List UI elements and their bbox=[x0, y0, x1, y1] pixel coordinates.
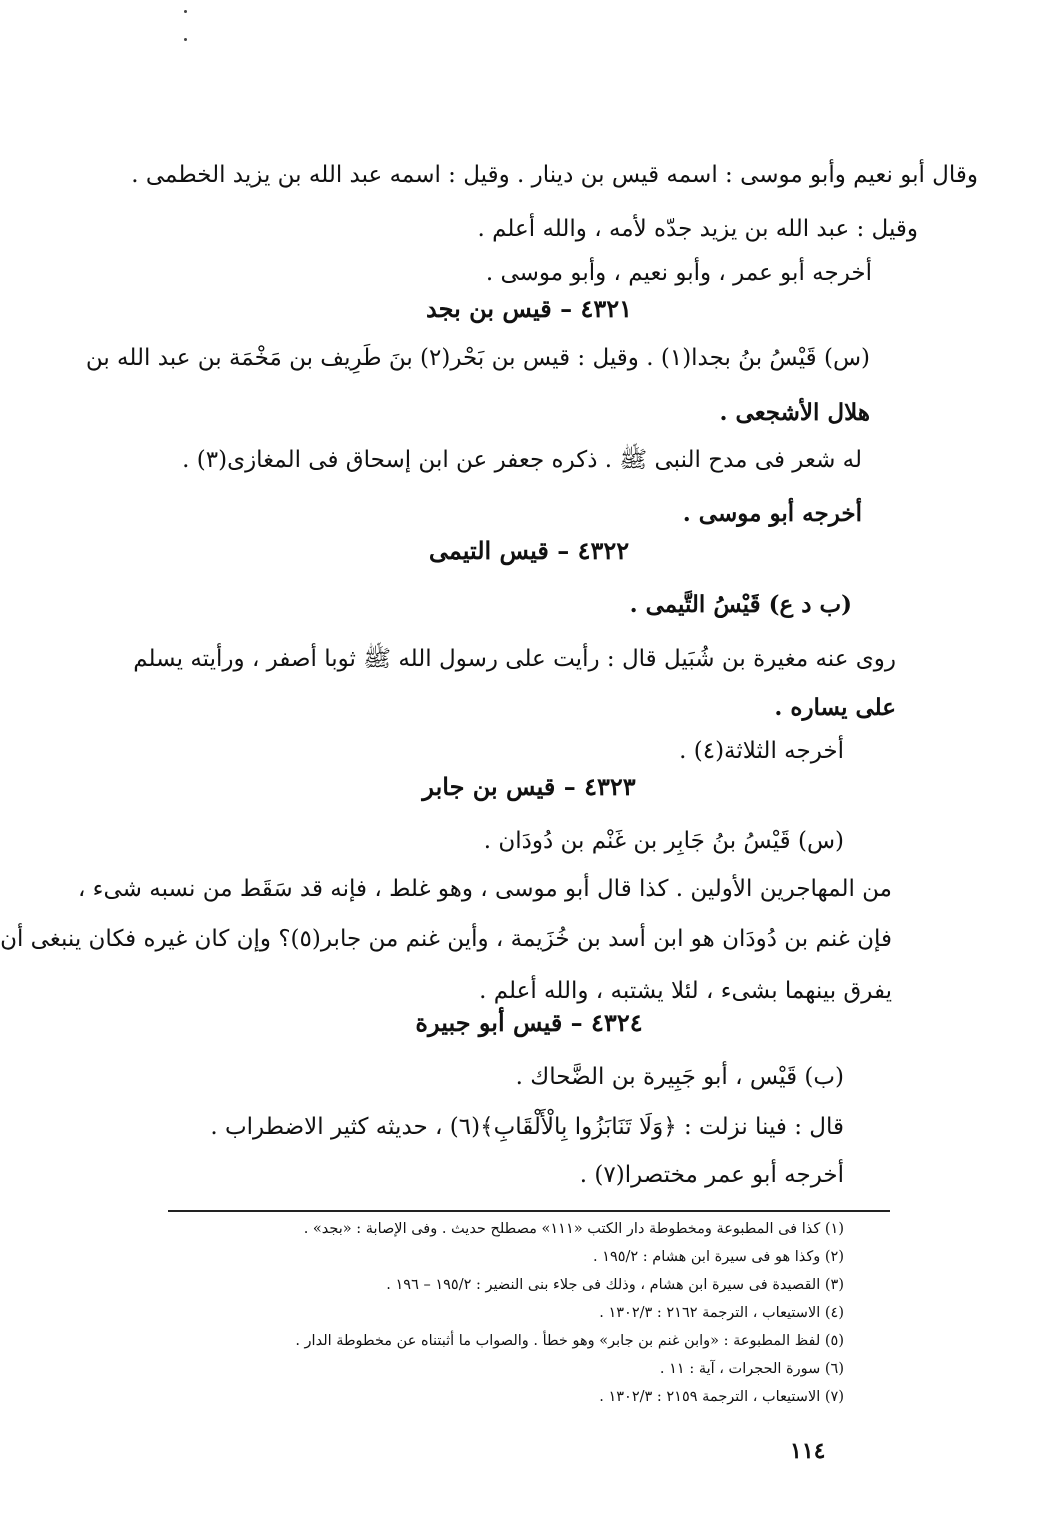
footnote: (١) كذا فى المطبوعة ومخطوطة دار الكتب «١١١» مصطلح حديث . وفى الإصابة : «بجد» . bbox=[303, 1221, 844, 1237]
footnote: (٢) وكذا هو فى سيرة ابن هشام : ١٩٥/٢ . bbox=[592, 1249, 844, 1265]
scan-speck bbox=[184, 10, 187, 13]
text-line: يفرق بينهما بشىء ، لئلا يشتبه ، والله أعلم . bbox=[479, 978, 892, 1004]
text-line: (ب) قَيْس ، أبو جَبِيرة بن الضَّحاك . bbox=[515, 1064, 844, 1090]
text-line: (ب د ع) قَيْسُ التَّيمى . bbox=[629, 591, 852, 618]
text-line: وقال أبو نعيم وأبو موسى : اسمه قيس بن دينار . وقيل : اسمه عبد الله بن يزيد الخطمى . bbox=[131, 162, 978, 188]
text-line: على يساره . bbox=[774, 694, 896, 721]
entry-heading: ٤٣٢٣ – قيس بن جابر bbox=[422, 772, 636, 801]
text-line: وقيل : عبد الله بن يزيد جدّه لأمه ، والله أعلم . bbox=[477, 216, 918, 242]
text-line: أخرجه أبو عمر مختصرا(٧) . bbox=[579, 1162, 844, 1188]
scan-speck bbox=[184, 38, 187, 41]
footnote: (٣) القصيدة فى سيرة ابن هشام ، وذلك فى جلاء بنى النضير : ١٩٥/٢ – ١٩٦ . bbox=[386, 1277, 844, 1293]
text-line: (س) قَيْسُ بنُ جَابِر بن غَنْم بن دُودَان . bbox=[483, 828, 844, 854]
text-line: فإن غنم بن دُودَان هو ابن أسد بن خُزَيمة ، وأين غنم من جابر(٥)؟ وإن كان غيره فكان ينبغى أن bbox=[0, 926, 892, 952]
text-line: أخرجه أبو عمر ، وأبو نعيم ، وأبو موسى . bbox=[485, 260, 872, 286]
entry-heading: ٤٣٢٤ – قيس أبو جبيرة bbox=[415, 1008, 643, 1037]
page-number: ١١٤ bbox=[790, 1438, 826, 1464]
footnote: (٧) الاستيعاب ، الترجمة ٢١٥٩ : ١٣٠٢/٣ . bbox=[599, 1389, 844, 1405]
text-line: (س) قَيْسُ بنُ بجدا(١) . وقيل : قيس بن بَحْر(٢) بنَ طَرِيف بن مَخْمَة بن عبد الله بن bbox=[85, 345, 870, 371]
text-line: قال : فينا نزلت : ﴿وَلَا تَنَابَزُوا بِالْأَلْقَابِ﴾(٦) ، حديثه كثير الاضطراب . bbox=[210, 1114, 844, 1140]
footnote-divider bbox=[168, 1210, 890, 1212]
footnote: (٦) سورة الحجرات ، آية : ١١ . bbox=[659, 1361, 844, 1377]
entry-heading: ٤٣٢١ – قيس بن بجد bbox=[425, 294, 632, 323]
entry-heading: ٤٣٢٢ – قيس التيمى bbox=[428, 536, 630, 565]
text-line: أخرجه أبو موسى . bbox=[682, 500, 862, 527]
text-line: روى عنه مغيرة بن شُبَيل قال : رأيت على رسول الله ﷺ ثوبا أصفر ، ورأيته يسلم bbox=[133, 646, 896, 672]
footnote: (٤) الاستيعاب ، الترجمة ٢١٦٢ : ١٣٠٢/٣ . bbox=[599, 1305, 844, 1321]
text-line: له شعر فى مدح النبى ﷺ . ذكره جعفر عن ابن إسحاق فى المغازى(٣) . bbox=[182, 447, 862, 473]
footnote: (٥) لفظ المطبوعة : «وابن غنم بن جابر» وهو خطأ . والصواب ما أثبتناه عن مخطوطة الدار . bbox=[295, 1333, 844, 1349]
text-line: هلال الأشجعى . bbox=[719, 399, 870, 426]
text-line: من المهاجرين الأولين . كذا قال أبو موسى ، وهو غلط ، فإنه قد سَقَط من نسبه شىء ، bbox=[77, 876, 892, 902]
text-line: أخرجه الثلاثة(٤) . bbox=[679, 738, 844, 764]
